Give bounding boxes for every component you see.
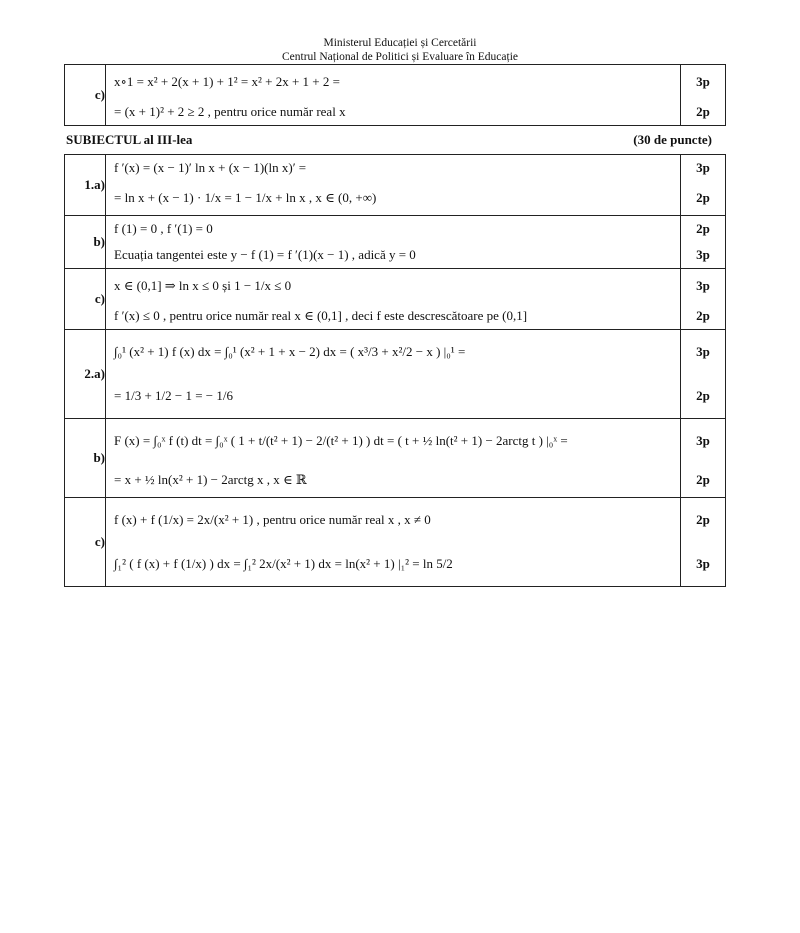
table-row: [65, 155, 726, 216]
item-label: b): [65, 419, 106, 498]
points-cell: [681, 155, 726, 216]
item-label: b): [65, 216, 106, 269]
scheme-table-part2: [64, 154, 726, 587]
item-label: 1.a): [65, 155, 106, 216]
points-value: 2p: [696, 221, 710, 236]
points-value: 2p: [696, 104, 710, 119]
solution-line: ∫₁² ( f (x) + f (1/x) ) dx = ∫₁² 2x/(x² + 1) dx = ln(x² + 1) |₁² = ln 5/2: [114, 556, 453, 571]
solution-cell: [106, 498, 681, 587]
points-cell: [681, 65, 726, 126]
table-row: [65, 269, 726, 330]
table-row: [65, 65, 726, 126]
solution-line: f (x) + f (1/x) = 2x/(x² + 1) , pentru orice număr real x , x ≠ 0: [114, 512, 431, 527]
points-value: 3p: [696, 344, 710, 359]
item-label: c): [65, 65, 106, 126]
solution-line: = 1/3 + 1/2 − 1 = − 1/6: [114, 388, 233, 403]
table-row: [65, 498, 726, 587]
solution-line: = ln x + (x − 1) · 1/x = 1 − 1/x + ln x , x ∈ (0, +∞): [114, 190, 377, 205]
section-title: SUBIECTUL al III-lea: [66, 132, 193, 147]
solution-cell: [106, 155, 681, 216]
solution-line: F (x) = ∫₀ˣ f (t) dt = ∫₀ˣ ( 1 + t/(t² + 1) − 2/(t² + 1) ) dt = ( t + ½ ln(t² + 1) − 2arctg t ) |₀ˣ =: [114, 433, 568, 448]
item-label: 2.a): [65, 330, 106, 419]
grading-scheme: [64, 64, 726, 587]
points-value: 3p: [696, 160, 710, 175]
table-row: [65, 330, 726, 419]
solution-line: = x + ½ ln(x² + 1) − 2arctg x , x ∈ ℝ: [114, 472, 307, 487]
points-value: 2p: [696, 190, 710, 205]
points-value: 3p: [696, 556, 710, 571]
points-value: 3p: [696, 74, 710, 89]
points-cell: [681, 330, 726, 419]
points-value: 2p: [696, 472, 710, 487]
solution-line: = (x + 1)² + 2 ≥ 2 , pentru orice număr real x: [114, 104, 346, 119]
solution-cell: [106, 419, 681, 498]
solution-line: f ′(x) ≤ 0 , pentru orice număr real x ∈ (0,1] , deci f este descrescătoare pe (0,1]: [114, 308, 528, 323]
scheme-table-part1: [64, 64, 726, 126]
points-cell: [681, 419, 726, 498]
points-value: 3p: [696, 278, 710, 293]
solution-line: Ecuația tangentei este y − f (1) = f ′(1)(x − 1) , adică y = 0: [114, 247, 416, 262]
points-cell: [681, 216, 726, 269]
points-value: 2p: [696, 308, 710, 323]
table-row: [65, 216, 726, 269]
solution-cell: [106, 269, 681, 330]
points-cell: [681, 498, 726, 587]
solution-line: f ′(x) = (x − 1)′ ln x + (x − 1)(ln x)′ =: [114, 160, 307, 175]
solution-cell: [106, 216, 681, 269]
points-cell: [681, 269, 726, 330]
solution-line: f (1) = 0 , f ′(1) = 0: [114, 221, 213, 236]
table-row: [65, 419, 726, 498]
points-value: 3p: [696, 247, 710, 262]
points-value: 3p: [696, 433, 710, 448]
section-heading: [64, 126, 726, 154]
points-value: 2p: [696, 512, 710, 527]
solution-line: x∘1 = x² + 2(x + 1) + 1² = x² + 2x + 1 + 2 =: [114, 74, 340, 89]
header-ministry: Ministerul Educației și Cercetării: [323, 37, 477, 49]
header-center: Centrul Național de Politici și Evaluare în Educație: [281, 51, 518, 63]
document-header: [0, 36, 800, 64]
solution-cell: [106, 330, 681, 419]
section-points: (30 de puncte): [633, 132, 712, 147]
solution-line: ∫₀¹ (x² + 1) f (x) dx = ∫₀¹ (x² + 1 + x − 2) dx = ( x³/3 + x²/2 − x ) |₀¹ =: [114, 344, 466, 359]
solution-line: x ∈ (0,1] ⇒ ln x ≤ 0 și 1 − 1/x ≤ 0: [114, 278, 292, 293]
item-label: c): [65, 269, 106, 330]
solution-cell: [106, 65, 681, 126]
points-value: 2p: [696, 388, 710, 403]
item-label: c): [65, 498, 106, 587]
